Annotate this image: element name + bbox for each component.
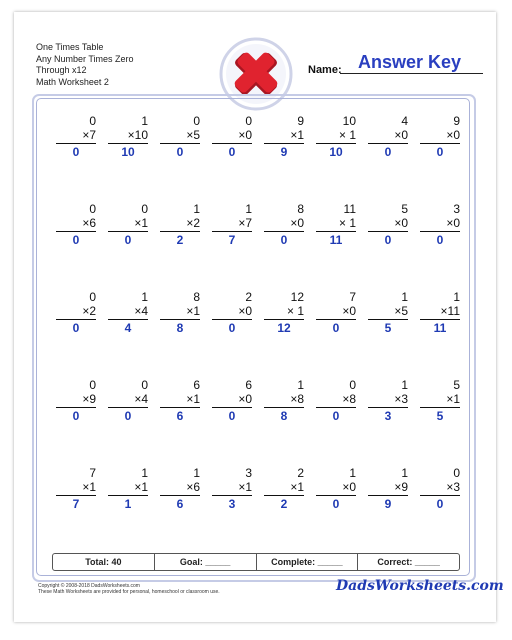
- problem-multiplier: ×1: [134, 480, 148, 494]
- problem-item: [264, 202, 304, 247]
- problem-rule: [108, 231, 148, 232]
- problem-rule: [316, 319, 356, 320]
- problem-top-number: 1: [141, 290, 148, 304]
- problem-multiplier: ×1: [82, 480, 96, 494]
- problem-answer: 9: [384, 497, 392, 511]
- problem-multiplier: ×8: [342, 392, 356, 406]
- problem-item: [368, 290, 408, 335]
- problem-answer: 0: [384, 145, 392, 159]
- problem-item: [368, 114, 408, 159]
- score-bar: [52, 553, 460, 571]
- problem-multiplier: ×0: [238, 304, 252, 318]
- problem-item: [368, 466, 408, 511]
- problem-item: [56, 202, 96, 247]
- problem-answer: 11: [433, 321, 447, 335]
- problem-rule: [56, 231, 96, 232]
- problem-item: [420, 202, 460, 247]
- problem-multiplier: ×10: [127, 128, 148, 142]
- problem-grid: [44, 110, 466, 530]
- problem-top-number: 8: [193, 290, 200, 304]
- problem-rule: [264, 407, 304, 408]
- problem-rule: [108, 495, 148, 496]
- problem-top-number: 1: [297, 378, 304, 392]
- problem-top-number: 0: [349, 378, 356, 392]
- problem-multiplier: ×0: [290, 216, 304, 230]
- problem-rule: [368, 495, 408, 496]
- problem-top-number: 0: [89, 114, 96, 128]
- problem-rule: [264, 319, 304, 320]
- problem-multiplier: ×0: [446, 216, 460, 230]
- problem-top-number: 12: [290, 290, 304, 304]
- problem-top-number: 0: [89, 290, 96, 304]
- problem-rule: [368, 319, 408, 320]
- problem-answer: 7: [228, 233, 236, 247]
- problem-item: [264, 378, 304, 423]
- problem-answer: 8: [280, 409, 288, 423]
- problem-multiplier: ×1: [290, 480, 304, 494]
- problem-item: [56, 466, 96, 511]
- problem-item: [420, 466, 460, 511]
- problem-item: [212, 466, 252, 511]
- problem-top-number: 1: [193, 202, 200, 216]
- problem-top-number: 1: [245, 202, 252, 216]
- problem-rule: [160, 319, 200, 320]
- problem-item: [56, 114, 96, 159]
- total-count: Total: 40: [53, 554, 155, 570]
- problem-rule: [56, 495, 96, 496]
- problem-rule: [264, 231, 304, 232]
- problem-multiplier: ×5: [394, 304, 408, 318]
- problem-multiplier: ×5: [186, 128, 200, 142]
- problem-top-number: 1: [401, 466, 408, 480]
- problem-answer: 3: [384, 409, 392, 423]
- problem-answer: 6: [176, 409, 184, 423]
- problem-multiplier: ×0: [238, 392, 252, 406]
- problem-top-number: 1: [141, 114, 148, 128]
- problem-top-number: 5: [453, 378, 460, 392]
- problem-top-number: 0: [245, 114, 252, 128]
- problem-item: [160, 202, 200, 247]
- problem-top-number: 2: [297, 466, 304, 480]
- problem-item: [108, 290, 148, 335]
- problem-multiplier: ×4: [134, 304, 148, 318]
- problem-rule: [420, 231, 460, 232]
- problem-rule: [212, 495, 252, 496]
- problem-item: [108, 114, 148, 159]
- problem-answer: 10: [121, 145, 135, 159]
- problem-answer: 0: [332, 409, 340, 423]
- correct-field: Correct: _____: [377, 557, 440, 567]
- problem-item: [212, 290, 252, 335]
- problem-item: [316, 378, 356, 423]
- problem-top-number: 1: [349, 466, 356, 480]
- worksheet-subtitle-line: Any Number Times Zero: [36, 53, 134, 64]
- problem-answer: 0: [436, 233, 444, 247]
- problem-multiplier: ×0: [394, 216, 408, 230]
- problem-item: [420, 378, 460, 423]
- problem-rule: [212, 407, 252, 408]
- problem-rule: [420, 495, 460, 496]
- problem-multiplier: ×6: [82, 216, 96, 230]
- worksheet-info: [36, 42, 134, 88]
- problem-multiplier: ×1: [238, 480, 252, 494]
- problem-answer: 0: [124, 233, 132, 247]
- problem-multiplier: ×2: [186, 216, 200, 230]
- problem-rule: [160, 231, 200, 232]
- problem-rule: [56, 143, 96, 144]
- problem-rule: [108, 319, 148, 320]
- problem-multiplier: ×3: [394, 392, 408, 406]
- problem-item: [108, 202, 148, 247]
- problem-answer: 0: [72, 145, 80, 159]
- problem-rule: [108, 407, 148, 408]
- problem-rule: [108, 143, 148, 144]
- problem-multiplier: ×7: [82, 128, 96, 142]
- problem-rule: [368, 143, 408, 144]
- problem-multiplier: ×9: [394, 480, 408, 494]
- worksheet-title-line: One Times Table: [36, 42, 104, 52]
- problem-rule: [368, 407, 408, 408]
- problem-rule: [160, 495, 200, 496]
- problem-multiplier: ×8: [290, 392, 304, 406]
- problem-top-number: 9: [297, 114, 304, 128]
- problem-top-number: 0: [453, 466, 460, 480]
- problem-multiplier: ×11: [440, 304, 460, 318]
- problem-answer: 0: [228, 145, 236, 159]
- problem-rule: [212, 231, 252, 232]
- problem-top-number: 5: [401, 202, 408, 216]
- problem-item: [108, 378, 148, 423]
- problem-top-number: 4: [401, 114, 408, 128]
- problem-answer: 5: [436, 409, 444, 423]
- problem-rule: [160, 143, 200, 144]
- problem-rule: [264, 143, 304, 144]
- problem-answer: 12: [277, 321, 291, 335]
- problem-top-number: 0: [141, 202, 148, 216]
- problem-top-number: 6: [245, 378, 252, 392]
- problem-item: [264, 290, 304, 335]
- problem-answer: 0: [436, 497, 444, 511]
- problem-multiplier: ×7: [238, 216, 252, 230]
- problem-top-number: 10: [342, 114, 356, 128]
- problem-top-number: 8: [297, 202, 304, 216]
- problem-multiplier: × 1: [338, 128, 356, 142]
- problem-top-number: 0: [141, 378, 148, 392]
- problem-answer: 0: [176, 145, 184, 159]
- problem-rule: [56, 319, 96, 320]
- problem-top-number: 7: [89, 466, 96, 480]
- copyright-line: Copyright © 2008-2018 DadsWorksheets.com: [38, 583, 140, 589]
- problem-item: [108, 466, 148, 511]
- problem-rule: [160, 407, 200, 408]
- problem-item: [212, 378, 252, 423]
- problem-item: [420, 114, 460, 159]
- problem-answer: 0: [72, 321, 80, 335]
- problem-multiplier: ×1: [186, 304, 200, 318]
- complete-field: Complete: _____: [257, 554, 359, 570]
- problem-top-number: 0: [89, 202, 96, 216]
- worksheet-number-line: Math Worksheet 2: [36, 76, 109, 87]
- problem-answer: 0: [280, 233, 288, 247]
- problem-item: [160, 114, 200, 159]
- worksheet-range-line: Through x12: [36, 65, 87, 75]
- problem-item: [316, 114, 356, 159]
- problem-rule: [212, 143, 252, 144]
- problem-rule: [316, 407, 356, 408]
- problem-multiplier: ×9: [82, 392, 96, 406]
- problem-item: [212, 202, 252, 247]
- goal-field: Goal: _____: [155, 554, 257, 570]
- problem-top-number: 0: [193, 114, 200, 128]
- problem-rule: [316, 143, 356, 144]
- usage-line: These Math Worksheets are provided for personal, homeschool or classroom use.: [38, 589, 220, 595]
- problem-top-number: 3: [245, 466, 252, 480]
- problem-multiplier: ×1: [446, 392, 460, 406]
- problem-answer: 2: [280, 497, 288, 511]
- problem-item: [368, 202, 408, 247]
- problem-multiplier: ×0: [446, 128, 460, 142]
- copyright-notice: [38, 583, 220, 595]
- problem-rule: [420, 407, 460, 408]
- problem-item: [316, 202, 356, 247]
- problem-top-number: 1: [401, 378, 408, 392]
- problem-multiplier: ×1: [186, 392, 200, 406]
- problem-top-number: 1: [453, 290, 460, 304]
- problem-answer: 0: [228, 409, 236, 423]
- problem-answer: 0: [436, 145, 444, 159]
- problem-top-number: 7: [349, 290, 356, 304]
- problem-item: [160, 466, 200, 511]
- problem-item: [264, 466, 304, 511]
- problem-multiplier: × 1: [286, 304, 304, 318]
- problem-answer: 0: [332, 321, 340, 335]
- problem-rule: [368, 231, 408, 232]
- problem-item: [368, 378, 408, 423]
- problem-answer: 4: [124, 321, 132, 335]
- problem-answer: 7: [72, 497, 80, 511]
- problem-multiplier: ×0: [342, 480, 356, 494]
- problem-answer: 6: [176, 497, 184, 511]
- problem-multiplier: ×0: [342, 304, 356, 318]
- problem-answer: 1: [124, 497, 132, 511]
- problem-multiplier: ×3: [446, 480, 460, 494]
- problem-top-number: 1: [141, 466, 148, 480]
- problem-item: [264, 114, 304, 159]
- problem-item: [160, 378, 200, 423]
- problem-top-number: 1: [401, 290, 408, 304]
- problem-answer: 0: [72, 409, 80, 423]
- problem-answer: 3: [228, 497, 236, 511]
- problem-answer: 11: [329, 233, 343, 247]
- brand-logo: DadsWorksheets.com: [336, 578, 504, 594]
- problem-top-number: 9: [453, 114, 460, 128]
- problem-rule: [420, 143, 460, 144]
- problem-rule: [420, 319, 460, 320]
- problem-rule: [316, 495, 356, 496]
- name-label: Name:: [308, 64, 342, 76]
- problem-multiplier: ×1: [290, 128, 304, 142]
- problem-top-number: 2: [245, 290, 252, 304]
- name-line: [340, 73, 483, 74]
- problem-answer: 0: [228, 321, 236, 335]
- problem-item: [316, 466, 356, 511]
- problem-answer: 0: [124, 409, 132, 423]
- answer-key-title: Answer Key: [358, 52, 462, 72]
- problem-top-number: 6: [193, 378, 200, 392]
- problem-rule: [56, 407, 96, 408]
- problem-top-number: 1: [193, 466, 200, 480]
- problem-top-number: 0: [89, 378, 96, 392]
- problem-rule: [212, 319, 252, 320]
- problem-multiplier: ×0: [394, 128, 408, 142]
- problem-answer: 10: [329, 145, 343, 159]
- problem-item: [56, 290, 96, 335]
- problem-multiplier: ×0: [238, 128, 252, 142]
- problem-answer: 5: [384, 321, 392, 335]
- problem-rule: [264, 495, 304, 496]
- problem-top-number: 3: [453, 202, 460, 216]
- problem-multiplier: ×2: [82, 304, 96, 318]
- problem-answer: 8: [176, 321, 184, 335]
- problem-multiplier: × 1: [338, 216, 356, 230]
- problem-answer: 0: [384, 233, 392, 247]
- problem-answer: 2: [176, 233, 184, 247]
- problem-item: [56, 378, 96, 423]
- problem-top-number: 11: [343, 202, 356, 216]
- problem-item: [316, 290, 356, 335]
- problem-answer: 0: [332, 497, 340, 511]
- problem-item: [160, 290, 200, 335]
- problem-multiplier: ×4: [134, 392, 148, 406]
- problem-rule: [316, 231, 356, 232]
- problem-item: [420, 290, 460, 335]
- problem-answer: 9: [280, 145, 288, 159]
- problem-multiplier: ×6: [186, 480, 200, 494]
- problem-multiplier: ×1: [134, 216, 148, 230]
- problem-answer: 0: [72, 233, 80, 247]
- problem-item: [212, 114, 252, 159]
